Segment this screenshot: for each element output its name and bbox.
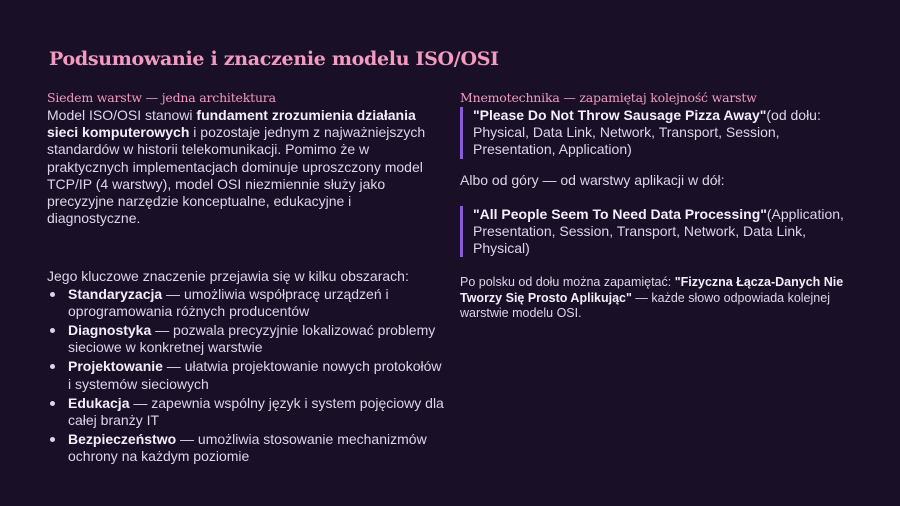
intro-emphasis: fundament zrozumienia działania sieci komputerowych <box>47 107 416 141</box>
note-text-1: Po polsku od dołu można zapamiętać: <box>460 275 675 290</box>
list-item-term: Standaryzacja <box>68 285 163 302</box>
list-item <box>47 395 447 429</box>
list-item-desc: — umożliwia współpracę urządzeń i oprogramowania różnych producentów <box>68 285 389 319</box>
mnemonic-phrase: "Please Do Not Throw Sausage Pizza Away" <box>473 107 767 123</box>
bullet-icon <box>50 401 55 406</box>
list-item <box>47 358 447 392</box>
bullet-icon <box>50 437 55 442</box>
alt-intro: Albo od góry — od warstwy aplikacji w dół: <box>460 171 725 188</box>
list-item <box>47 322 447 356</box>
mnemonic-quote-bottom-up <box>460 107 860 159</box>
mnemonic-quote-top-down <box>460 206 860 258</box>
bullet-icon <box>50 364 55 369</box>
intro-text-1: Model ISO/OSI stanowi <box>47 107 197 123</box>
intro-paragraph <box>47 107 447 227</box>
right-section-heading: Mnemotechnika — zapamiętaj kolejność warstw <box>460 90 757 105</box>
list-item-desc: — pozwala precyzyjnie lokalizować problemy sieciowe w konkretnej warstwie <box>68 322 436 356</box>
list-item <box>47 286 447 320</box>
areas-list <box>47 286 447 466</box>
note-mnemonic: "Fizyczna Łącza-Danych Nie Tworzy Się Prosto Aplikując" <box>460 275 844 305</box>
bullet-icon <box>50 292 55 297</box>
left-column <box>47 89 447 468</box>
list-item-desc: — zapewnia wspólny język i system pojęciowy dla całej branży IT <box>68 394 444 429</box>
mnemonic-phrase: "All People Seem To Need Data Processing" <box>473 205 767 222</box>
list-item-term: Diagnostyka <box>68 322 152 339</box>
note-text-2: — każde słowo odpowiada kolejnej warstwie modelu OSI. <box>460 290 830 321</box>
list-item-desc: — umożliwia stosowanie mechanizmów ochrony na każdym poziomie <box>68 431 427 465</box>
list-item-term: Bezpieczeństwo <box>68 431 177 448</box>
polish-mnemonic-note <box>460 275 860 322</box>
areas-intro: Jego kluczowe znaczenie przejawia się w kilku obszarach: <box>47 268 409 285</box>
left-section-heading: Siedem warstw — jedna architektura <box>47 90 276 105</box>
list-item-term: Projektowanie <box>68 358 163 375</box>
intro-text-2: i pozostaje jednym z najważniejszych standardów w historii telekomunikacji. Pomimo że w praktycznych implementacjach dominuje uproszczony model TCP/IP (4 warstwy), model OSI niezmiennie służy jako precyzyjne narzędzie konceptualne, edukacyjne i diagnostyczne. <box>47 124 426 227</box>
bullet-icon <box>50 328 55 333</box>
list-item-term: Edukacja <box>68 394 130 411</box>
slide-title: Podsumowanie i znaczenie modelu ISO/OSI <box>49 48 499 70</box>
right-column <box>460 89 860 322</box>
list-item-desc: — ułatwia projektowanie nowych protokołów i systemów sieciowych <box>68 358 442 392</box>
list-item <box>47 431 447 465</box>
mnemonic-explanation: (Application, Presentation, Session, Transport, Network, Data Link, Physical) <box>473 205 844 257</box>
mnemonic-explanation: (od dołu: Physical, Data Link, Network, Transport, Session, Presentation, Application) <box>473 107 821 158</box>
